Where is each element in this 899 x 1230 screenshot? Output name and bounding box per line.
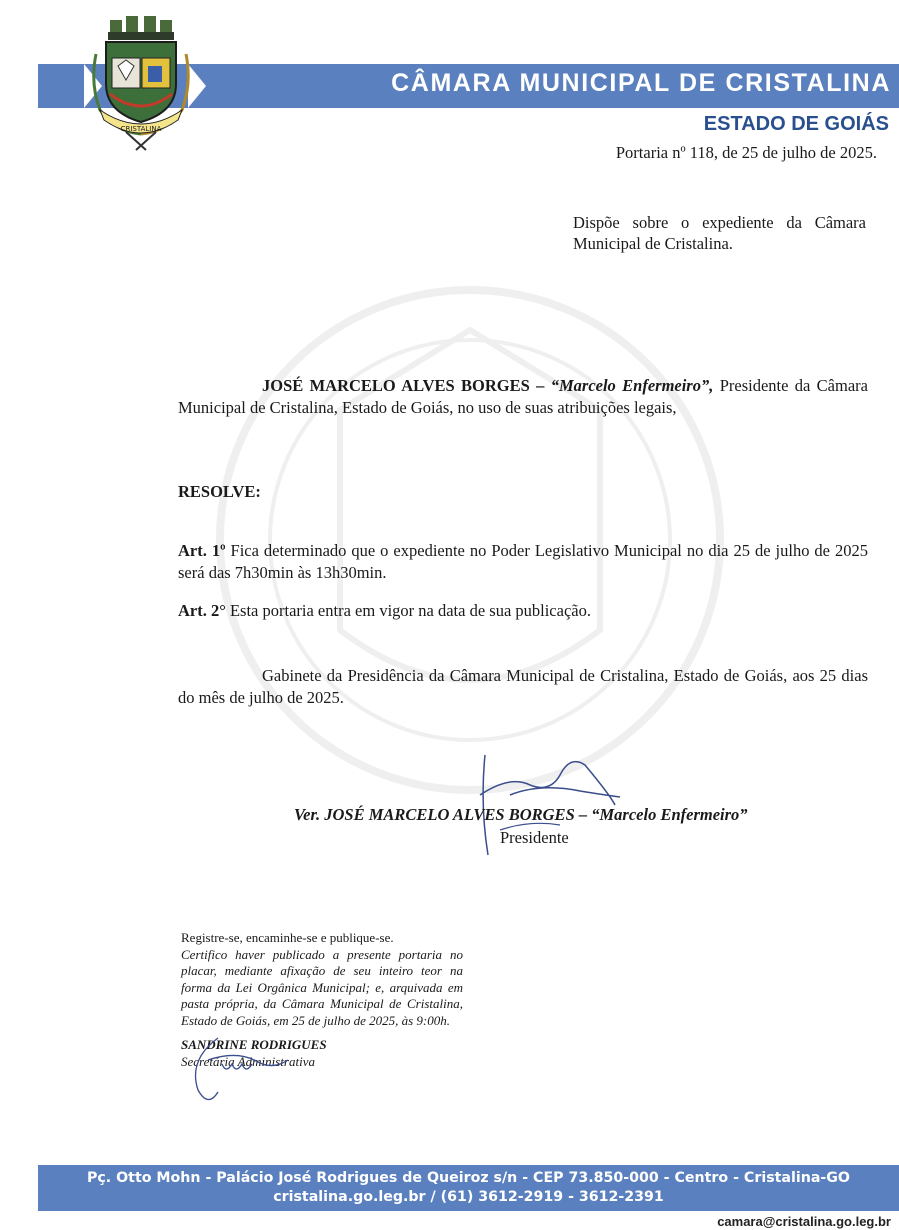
document-number: Portaria nº 118, de 25 de julho de 2025. <box>615 143 877 162</box>
resolve-heading: RESOLVE: <box>178 482 261 501</box>
president-role: Presidente <box>500 828 569 847</box>
footer-email: camara@cristalina.go.leg.br <box>717 1214 891 1229</box>
article-2 <box>178 600 868 622</box>
registration-title: Registre-se, encaminhe-se e publique-se. <box>181 930 394 945</box>
secretary-role: Secretária Administrativa <box>181 1053 315 1069</box>
preamble <box>178 375 868 419</box>
article-1-text: Fica determinado que o expediente no Poder Legislativo Municipal no dia 25 de julho de 2025 será das 7h30min às 13h30min. <box>178 541 868 582</box>
article-1-label: Art. 1º <box>178 541 226 560</box>
article-2-label: Art. 2° <box>178 601 226 620</box>
institution-title: CÂMARA MUNICIPAL DE CRISTALINA <box>391 69 891 97</box>
registration-text: Certifico haver publicado a presente portaria no placar, mediante afixação de seu inteiro teor na forma da Lei Orgânica Municipal; e, arquivada em pasta própria, da Câmara Municipal de Cristalina, Estado de Goiás, em 25 de julho de 2025, às 9:00h. <box>181 946 463 1028</box>
article-2-text: Esta portaria entra em vigor na data de sua publicação. <box>225 601 591 620</box>
closing-paragraph: Gabinete da Presidência da Câmara Municipal de Cristalina, Estado de Goiás, aos 25 dias do mês de julho de 2025. <box>178 666 868 707</box>
footer-address: Pç. Otto Mohn - Palácio José Rodrigues de Queiroz s/n - CEP 73.850-000 - Centro - Cristalina-GO <box>86 1170 850 1186</box>
article-1 <box>178 540 868 584</box>
document-summary: Dispõe sobre o expediente da Câmara Municipal de Cristalina. <box>573 213 866 253</box>
preamble-text: Presidente da Câmara Municipal de Cristalina, Estado de Goiás, no uso de suas atribuições legais, <box>178 376 868 417</box>
president-name: Ver. JOSÉ MARCELO ALVES BORGES – “Marcelo Enfermeiro” <box>294 805 748 824</box>
preamble-nickname: “Marcelo Enfermeiro”, <box>550 376 714 395</box>
preamble-name: JOSÉ MARCELO ALVES BORGES – <box>262 376 551 395</box>
footer-contact: cristalina.go.leg.br / (61) 3612-2919 - 3612-2391 <box>273 1189 664 1205</box>
svg-text:CRISTALINA: CRISTALINA <box>120 125 162 133</box>
secretary-name: SANDRINE RODRIGUES <box>181 1037 327 1052</box>
state-subtitle: ESTADO DE GOIÁS <box>703 113 889 135</box>
coat-of-arms-icon <box>86 14 196 154</box>
secretary-signature-icon <box>178 1030 328 1110</box>
